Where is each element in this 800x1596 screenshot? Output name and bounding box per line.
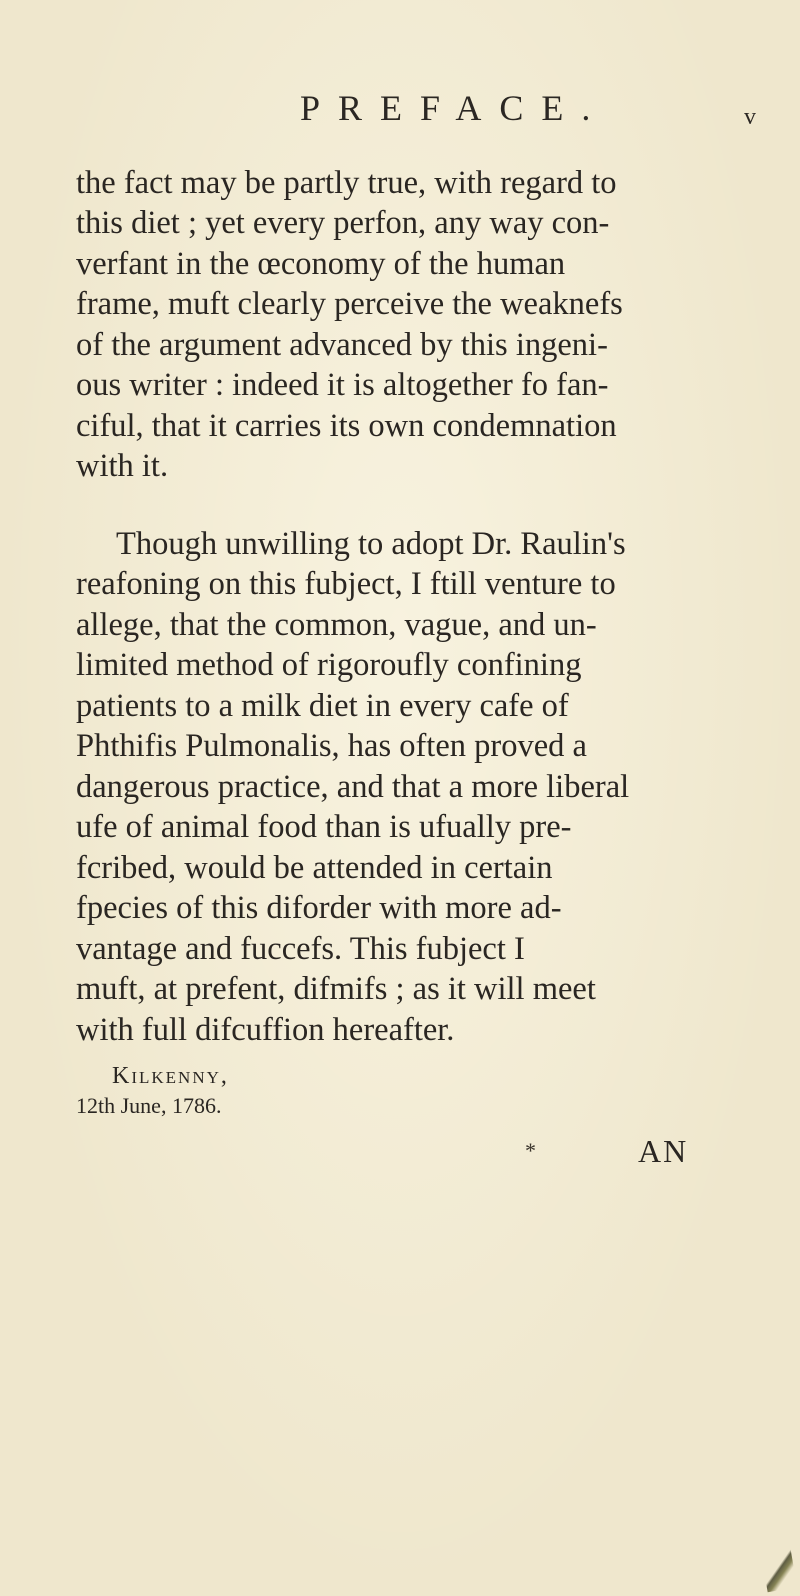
text-line: patients to a milk diet in every cafe of xyxy=(76,688,569,724)
running-head-title: PREFACE. xyxy=(300,88,609,128)
text-line: vantage and fuccefs. This fubject I xyxy=(76,931,525,967)
page-number: v xyxy=(744,104,756,130)
text-line: limited method of rigoroufly confining xyxy=(76,647,582,683)
text-line: ufe of animal food than is ufually pre- xyxy=(76,809,572,845)
text-line: fcribed, would be attended in certain xyxy=(76,850,553,886)
running-head xyxy=(0,80,800,140)
text-line: allege, that the common, vague, and un- xyxy=(76,607,597,643)
signature-mark: * xyxy=(525,1138,536,1163)
text-line: frame, muft clearly perceive the weaknefs xyxy=(76,286,623,322)
text-line: with it. xyxy=(76,448,169,484)
text-line: with full difcuffion hereafter. xyxy=(76,1012,455,1048)
text-line: Though unwilling to adopt Dr. Raulin's xyxy=(116,526,626,562)
text-line: the fact may be partly true, with regard to xyxy=(76,165,617,201)
text-line: ciful, that it carries its own condemnation xyxy=(76,408,617,444)
page-corner-stain xyxy=(761,1548,797,1593)
text-line: this diet ; yet every perfon, any way con- xyxy=(76,205,610,241)
place-name: Kilkenny, xyxy=(112,1063,229,1089)
text-line: fpecies of this diforder with more ad- xyxy=(76,890,562,926)
text-line: dangerous practice, and that a more liberal xyxy=(76,769,630,805)
catchword: AN xyxy=(638,1133,689,1169)
text-line: verfant in the œconomy of the human xyxy=(76,246,566,282)
text-line: reafoning on this fubject, I ftill venture to xyxy=(76,566,616,602)
text-line: of the argument advanced by this ingeni- xyxy=(76,327,608,363)
text-line: Phthifis Pulmonalis, has often proved a xyxy=(76,728,587,764)
text-line: muft, at prefent, difmifs ; as it will meet xyxy=(76,971,596,1007)
text-line: ous writer : indeed it is altogether fo fan- xyxy=(76,367,609,403)
imprint-place xyxy=(112,1062,229,1090)
imprint-date: 12th June, 1786. xyxy=(76,1093,222,1118)
